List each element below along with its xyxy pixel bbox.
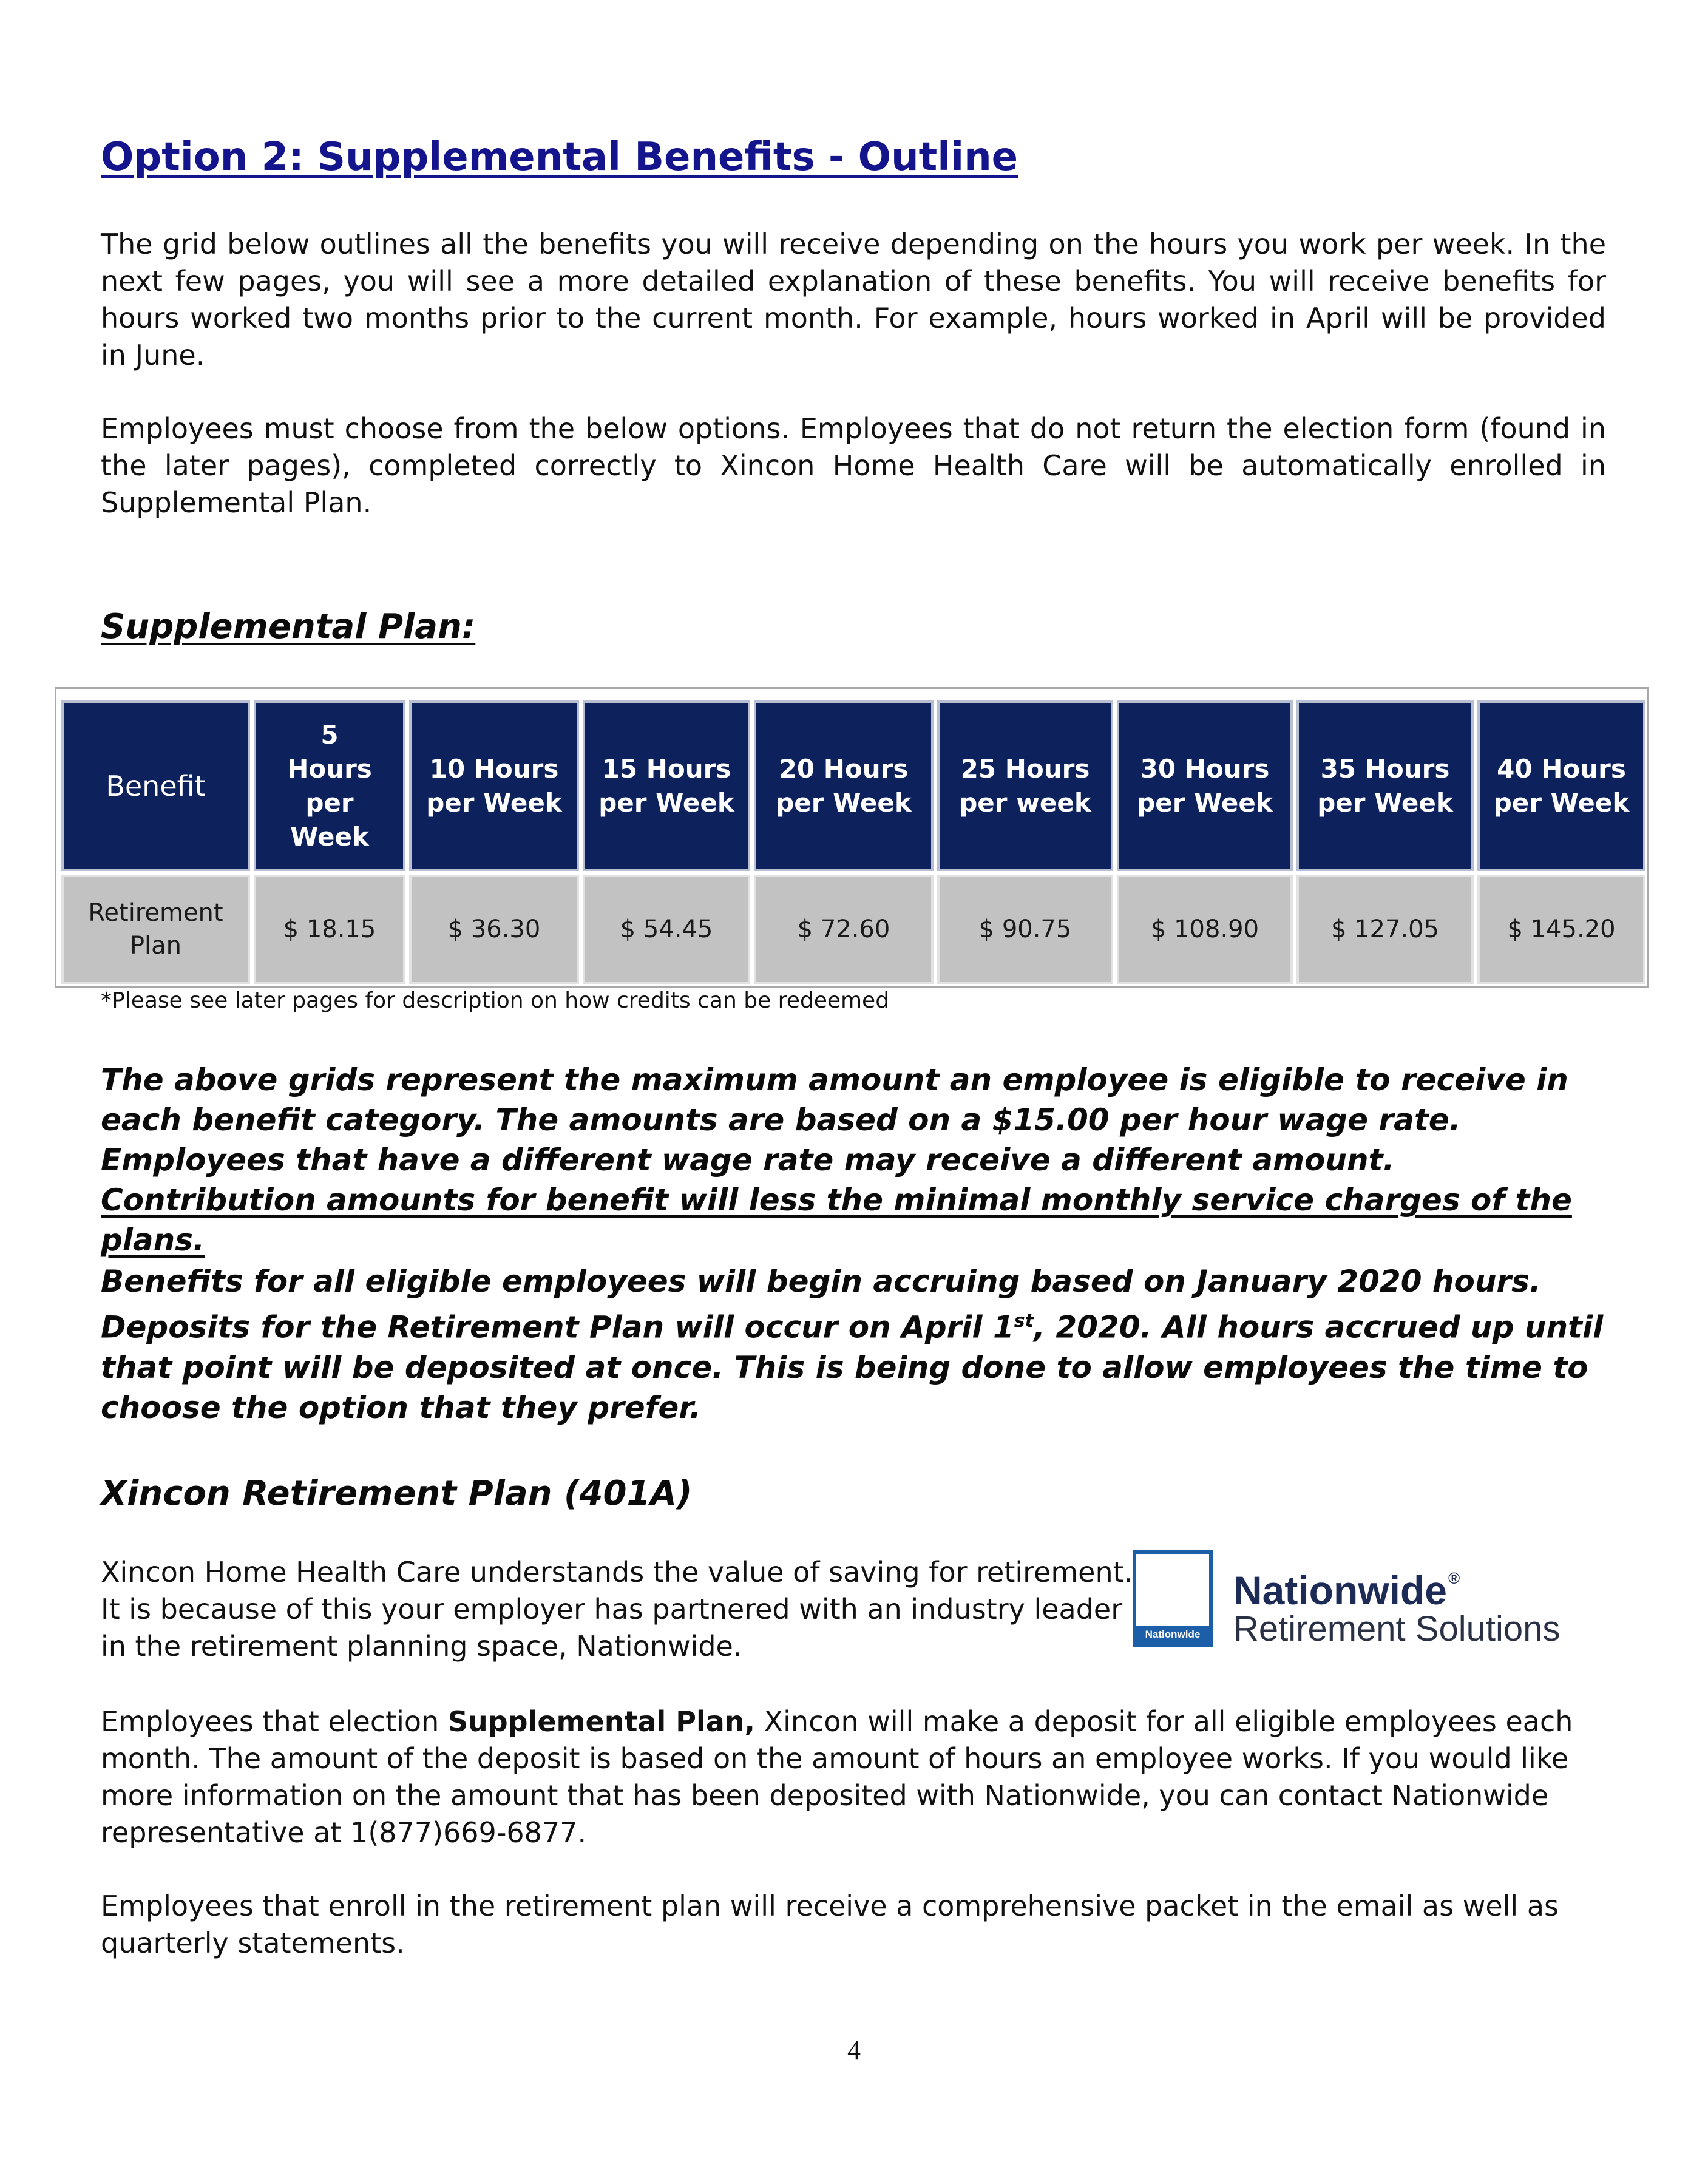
benefits-table xyxy=(55,687,1649,988)
table-cell-15-hours: $ 54.45 xyxy=(583,875,750,984)
election-notice-paragraph: Employees must choose from the below options. Employees that do not return the election form (found in the later pages), completed correctly to Xincon Home Health Care will be automatically enrolled in Supplemental Plan. xyxy=(101,412,1606,519)
nationwide-tagline: Retirement Solutions xyxy=(1233,1609,1561,1649)
election-deposit-paragraph xyxy=(101,1703,1606,1851)
table-header-benefit: Benefit xyxy=(61,700,250,871)
election-deposit-text-1: Employees that election xyxy=(101,1705,448,1738)
page-number: 4 xyxy=(847,2035,861,2065)
page-title: Option 2: Supplemental Benefits - Outline xyxy=(101,135,1018,180)
nationwide-logo-icon xyxy=(1133,1550,1213,1647)
table-header-25-hours: 25 Hours per week xyxy=(937,700,1113,871)
retirement-intro-paragraph: Xincon Home Health Care understands the value of saving for retirement. It is because of this your employer has partnered with an industry leader in the retirement planning space, Nationwide. xyxy=(101,1556,1133,1663)
retirement-plan-heading: Xincon Retirement Plan (401A) xyxy=(101,1474,693,1513)
table-header-15-hours: 15 Hours per Week xyxy=(583,700,750,871)
table-row-label-retirement-plan: Retirement Plan xyxy=(61,875,250,984)
table-header-40-hours: 40 Hours per Week xyxy=(1477,700,1645,871)
intro-paragraph: The grid below outlines all the benefits you will receive depending on the hours you work per week. In the next few pages, you will see a more detailed explanation of these benefits. You will receive benefits for hours worked two months prior to the current month. For example, hours worked in April will be provided in June. xyxy=(101,228,1606,371)
table-header-35-hours: 35 Hours per Week xyxy=(1296,700,1474,871)
table-header-20-hours: 20 Hours per Week xyxy=(754,700,934,871)
table-cell-35-hours: $ 127.05 xyxy=(1296,875,1474,984)
table-header-30-hours: 30 Hours per Week xyxy=(1117,700,1293,871)
maximum-amount-notice xyxy=(101,1060,1606,1260)
table-cell-5-hours: $ 18.15 xyxy=(254,875,405,984)
nationwide-brand-text: Nationwide xyxy=(1233,1568,1448,1613)
registered-mark: ® xyxy=(1448,1569,1460,1587)
service-charge-notice: Contribution amounts for benefit will less the minimal monthly service charges of the plans. xyxy=(101,1182,1572,1258)
table-cell-40-hours: $ 145.20 xyxy=(1477,875,1645,984)
maximum-amount-notice-text: The above grids represent the maximum amount an employee is eligible to receive in each benefit category. The amounts are based on a $15.00 per hour wage rate. Employees that have a different wage rate may receive a different amount. xyxy=(101,1062,1568,1178)
supplemental-plan-heading: Supplemental Plan: xyxy=(101,607,476,646)
table-cell-30-hours: $ 108.90 xyxy=(1117,875,1293,984)
supplemental-plan-emphasis: Supplemental Plan, xyxy=(447,1705,755,1738)
table-footnote: *Please see later pages for description on how credits can be redeemed xyxy=(101,988,890,1013)
table-header-5-hours: 5 Hours per Week xyxy=(254,700,405,871)
enrollment-paragraph: Employees that enroll in the retirement plan will receive a comprehensive packet in the email as well as quarterly statements. xyxy=(101,1890,1559,1959)
accrual-notice-text-1: Benefits for all eligible employees will begin accruing based on January 2020 hours. Deposits for the Retirement Plan will occur on April 1 xyxy=(101,1264,1541,1345)
accrual-notice-superscript: st xyxy=(1014,1310,1034,1332)
table-header-10-hours: 10 Hours per Week xyxy=(409,700,579,871)
accrual-notice xyxy=(101,1261,1606,1428)
election-deposit-text-2: Xincon will make a deposit for all eligible employees each month. The amount of the deposit is based on the amount of hours an employee works. If you would like more information on the amount that has been deposited with Nationwide, you can contact Nationwide representative at 1(877)669-6877. xyxy=(101,1705,1573,1849)
table-cell-25-hours: $ 90.75 xyxy=(937,875,1113,984)
accrual-notice-text-2: , 2020. All hours accrued up until that point will be deposited at once. This is being done to allow employees the time to choose the option that they prefer. xyxy=(101,1309,1604,1425)
nationwide-brand-name xyxy=(1233,1567,1460,1613)
nationwide-logo-strip: Nationwide xyxy=(1136,1626,1209,1644)
table-cell-10-hours: $ 36.30 xyxy=(409,875,579,984)
table-cell-20-hours: $ 72.60 xyxy=(754,875,934,984)
